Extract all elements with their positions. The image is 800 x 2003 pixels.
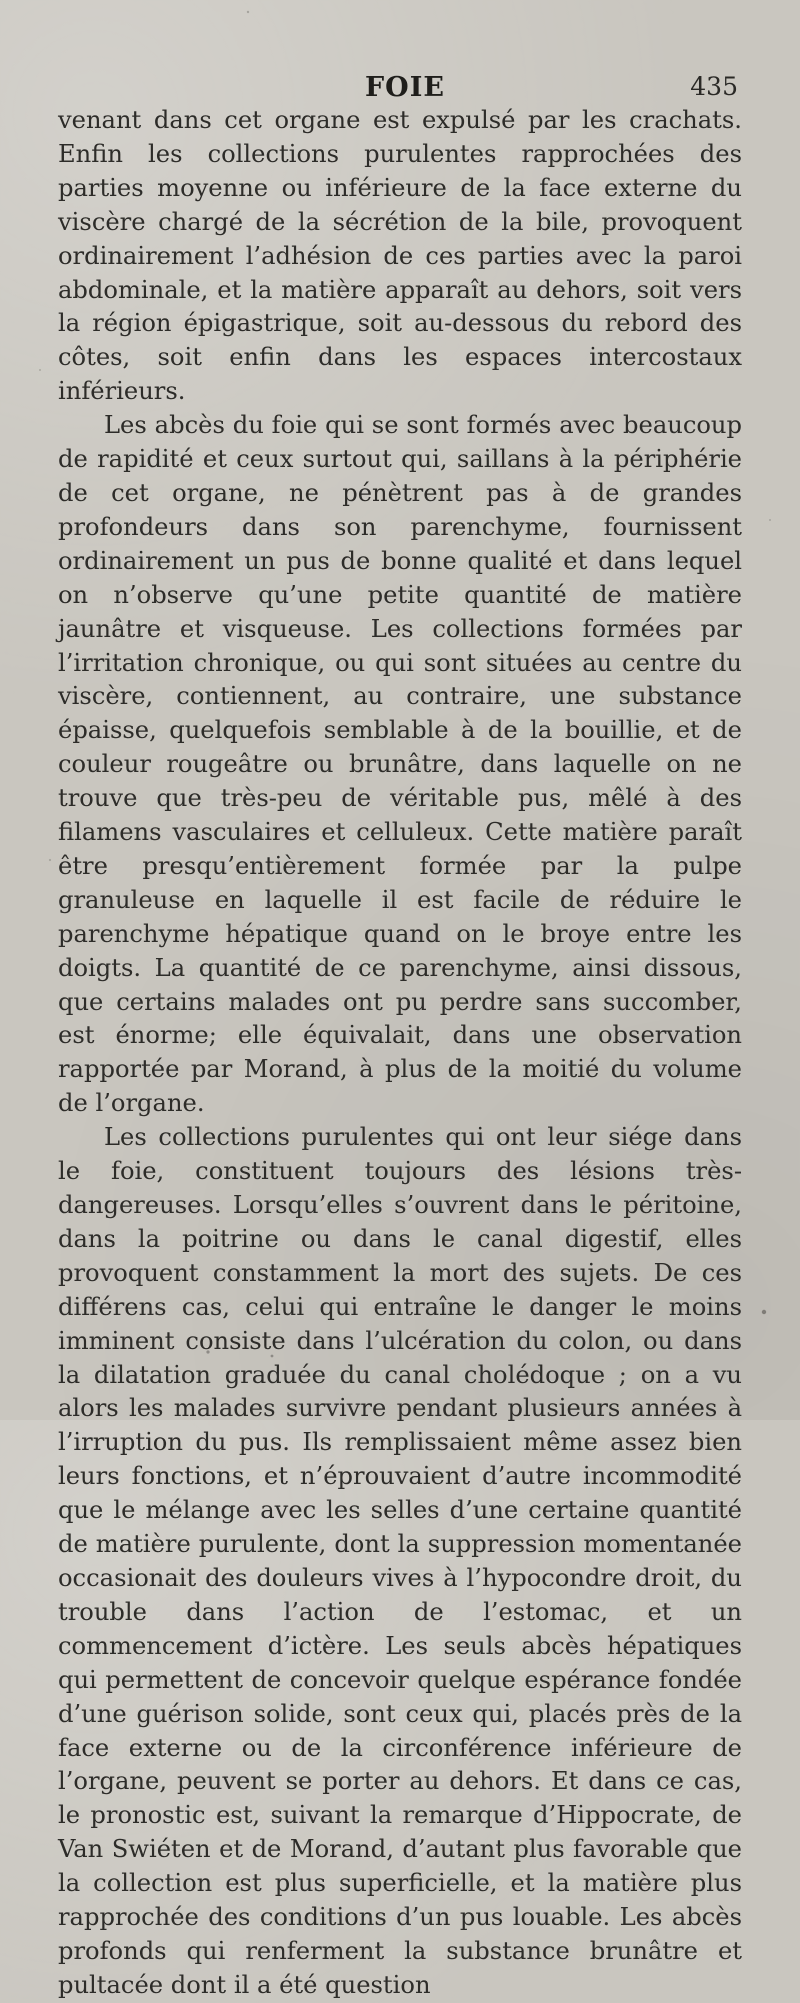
body-text <box>58 104 742 2003</box>
page-number: 435 <box>690 72 738 101</box>
paragraph-2: Les abcès du foie qui se sont formés avec beaucoup de rapidité et ceux surtout qui, saillans à la périphérie de cet organe, ne pénètrent pas à de grandes profondeurs dans son parenchyme, fournissent ordinairement un pus de bonne qualité et dans lequel on n’observe qu’une petite quantité de matière jaunâtre et visqueuse. Les collections formées par l’irritation chronique, ou qui sont situées au centre du viscère, contiennent, au contraire, une substance épaisse, quelquefois semblable à de la bouillie, et de couleur rougeâtre ou brunâtre, dans laquelle on ne trouve que très-peu de véritable pus, mêlé à des filamens vasculaires et celluleux. Cette matière paraît être presqu’entièrement formée par la pulpe granuleuse en laquelle il est facile de réduire le parenchyme hépatique quand on le broye entre les doigts. La quantité de ce parenchyme, ainsi dissous, que certains malades ont pu perdre sans succomber, est énorme; elle équivalait, dans une observation rapportée par Morand, à plus de la moitié du volume de l’organe. <box>58 411 742 1118</box>
page-header <box>0 72 800 106</box>
paragraph-1: venant dans cet organe est expulsé par les crachats. Enfin les collections purulentes rapprochées des parties moyenne ou inférieure de la face externe du viscère chargé de la sécrétion de la bile, provoquent ordinairement l’adhésion de ces parties avec la paroi abdominale, et la matière apparaît au dehors, soit vers la région épigastrique, soit au-dessous du rebord des côtes, soit enfin dans les espaces intercostaux inférieurs. <box>58 106 742 406</box>
paragraph-3: Les collections purulentes qui ont leur siége dans le foie, constituent toujours des lésions très-dangereuses. Lorsqu’elles s’ouvrent dans le péritoine, dans la poitrine ou dans le canal digestif, elles provoquent constamment la mort des sujets. De ces différens cas, celui qui entraîne le danger le moins imminent consiste dans l’ulcération du colon, ou dans la dilatation graduée du canal cholédoque ; on a vu alors les malades survivre pendant plusieurs années à l’irruption du pus. Ils remplissaient même assez bien leurs fonctions, et n’éprouvaient d’autre incommodité que le mélange avec les selles d’une certaine quantité de matière purulente, dont la suppression momentanée occasionait des douleurs vives à l’hypocondre droit, du trouble dans l’action de l’estomac, et un commencement d’ictère. Les seuls abcès hépatiques qui permettent de concevoir quelque espérance fondée d’une guérison solide, sont ceux qui, placés près de la face externe ou de la circonférence inférieure de l’organe, peuvent se porter au dehors. Et dans ce cas, le pronostic est, suivant la remarque d’Hippocrate, de Van Swiéten et de Morand, d’autant plus favorable que la collection est plus superficielle, et la matière plus rapprochée des conditions d’un pus louable. Les abcès profonds qui renferment la substance brunâtre et pultacée dont il a été question <box>58 1123 742 1999</box>
running-title: FOIE <box>365 72 445 103</box>
